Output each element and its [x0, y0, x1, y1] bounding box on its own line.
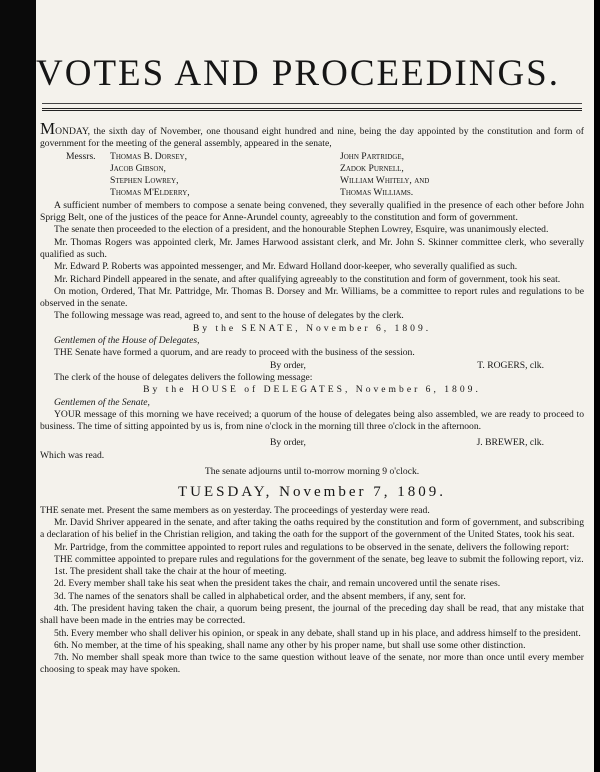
which-read: Which was read. [40, 449, 105, 461]
message-text: YOUR message of this morning we have received; a quorum of the house of delegates being also assembled, we are ready to proceed to business. The time of sitting appointed by us is, from nine o'clock in the morning till three o'clock in the afternoon. [40, 408, 584, 433]
member: Jacob Gibson, [110, 162, 166, 174]
paragraph: Mr. David Shriver appeared in the senate, and after taking the oaths required by the constitution and form of government, and subscribing a declaration of his belief in the Christian religion, and taking the oath for the support of the government of the United States, took his seat. [40, 516, 584, 541]
member: Stephen Lowrey, [110, 175, 179, 187]
rule-item: 3d. The names of the senators shall be called in alphabetical order, and the absent members, if any, sent for. [54, 590, 466, 602]
signature-row [40, 437, 584, 449]
paragraph: Mr. Richard Pindell appeared in the senate, and after qualifying agreeably to the constitution and form of government, took his seat. [54, 273, 561, 285]
paragraph: The senate then proceeded to the election of a president, and the honourable Stephen Lowrey, Esquire, was unanimously elected. [54, 224, 549, 236]
message-dateline: By the HOUSE of DELEGATES, November 6, 1809. [143, 384, 481, 396]
scan-left-margin [0, 0, 36, 772]
paragraph: The clerk of the house of delegates delivers the following message: [54, 371, 313, 383]
title-rule-thin [42, 103, 582, 104]
document-body [40, 119, 584, 677]
member: Thomas M'Elderry, [110, 187, 190, 199]
document-title: VOTES AND PROCEEDINGS. [36, 53, 561, 94]
signature: T. ROGERS, clk. [477, 359, 544, 371]
salutation: Gentlemen of the House of Delegates, [54, 335, 200, 347]
rule-item: 7th. No member shall speak more than twice to the same question without leave of the senate, nor more than once until every member choosing to speak may have spoken. [40, 652, 584, 676]
member: William Whitely, and [340, 175, 430, 187]
message-text: THE Senate have formed a quorum, and are ready to proceed with the business of the session. [54, 347, 415, 359]
by-order: By order, [270, 437, 306, 449]
signature: J. BREWER, clk. [476, 437, 544, 449]
member: Thomas B. Dorsey, [110, 150, 188, 162]
monday-opening: MONDAY, the sixth day of November, one thousand eight hundred and nine, being the day appointed by the constitution and form of government for the meeting of the general assembly, appeared in the senate, [40, 119, 584, 150]
member: Thomas Williams. [340, 187, 414, 199]
dropcap: M [40, 119, 56, 138]
messrs-label: Messrs. [66, 150, 96, 162]
paragraph: Mr. Partridge, from the committee appointed to report rules and regulations to be observed in the senate, delivers the following report: [54, 541, 569, 553]
paragraph: Mr. Edward P. Roberts was appointed messenger, and Mr. Edward Holland door-keeper, who severally qualified as such. [54, 261, 518, 273]
members-list [110, 151, 584, 200]
paragraph: Mr. Thomas Rogers was appointed clerk, Mr. James Harwood assistant clerk, and Mr. John S. Skinner committee clerk, who severally qualified as such. [40, 236, 584, 260]
members-block [40, 151, 584, 200]
rule-item: 1st. The president shall take the chair at the hour of meeting. [54, 566, 287, 578]
by-order: By order, [270, 359, 306, 371]
paragraph: THE senate met. Present the same members as on yesterday. The proceedings of yesterday were read. [40, 504, 430, 516]
paragraph: A sufficient number of members to compose a senate being convened, they severally qualified in the presence of each other before John Sprigg Belt, one of the justices of the peace for Anne-Arundel county, agreeably to the constitution and form of government. [40, 199, 584, 224]
rule-item: 5th. Every member who shall deliver his opinion, or speak in any debate, shall stand up in his place, and address himself to the president. [54, 627, 581, 639]
title-rule-double [42, 108, 582, 111]
paragraph: On motion, Ordered, That Mr. Pattridge, Mr. Thomas B. Dorsey and Mr. Williams, be a committee to report rules and regulations to be observed in the senate. [40, 285, 584, 310]
salutation: Gentlemen of the Senate, [54, 396, 150, 408]
rule-item: 6th. No member, at the time of his speaking, shall name any other by his proper name, but shall use some other distinction. [54, 639, 526, 651]
paragraph: THE committee appointed to prepare rules and regulations for the government of the senate, beg leave to submit the following report, viz. [54, 553, 584, 565]
rule-item: 4th. The president having taken the chair, a quorum being present, the journal of the preceding day shall be read, that any mistake that shall have been made in the entries may be corrected. [40, 602, 584, 627]
paragraph: The following message was read, agreed to, and sent to the house of delegates by the clerk. [54, 310, 404, 322]
message-dateline: By the SENATE, November 6, 1809. [192, 322, 432, 334]
document-page [36, 0, 594, 772]
member: John Partridge, [340, 150, 404, 162]
member: Zadok Purnell, [340, 162, 404, 174]
signature-row [40, 360, 584, 372]
adjournment: The senate adjourns until to-morrow morning 9 o'clock. [204, 466, 420, 478]
tuesday-heading: TUESDAY, November 7, 1809. [178, 484, 446, 501]
rule-item: 2d. Every member shall take his seat when the president takes the chair, and remain uncovered until the senate rises. [54, 578, 501, 590]
